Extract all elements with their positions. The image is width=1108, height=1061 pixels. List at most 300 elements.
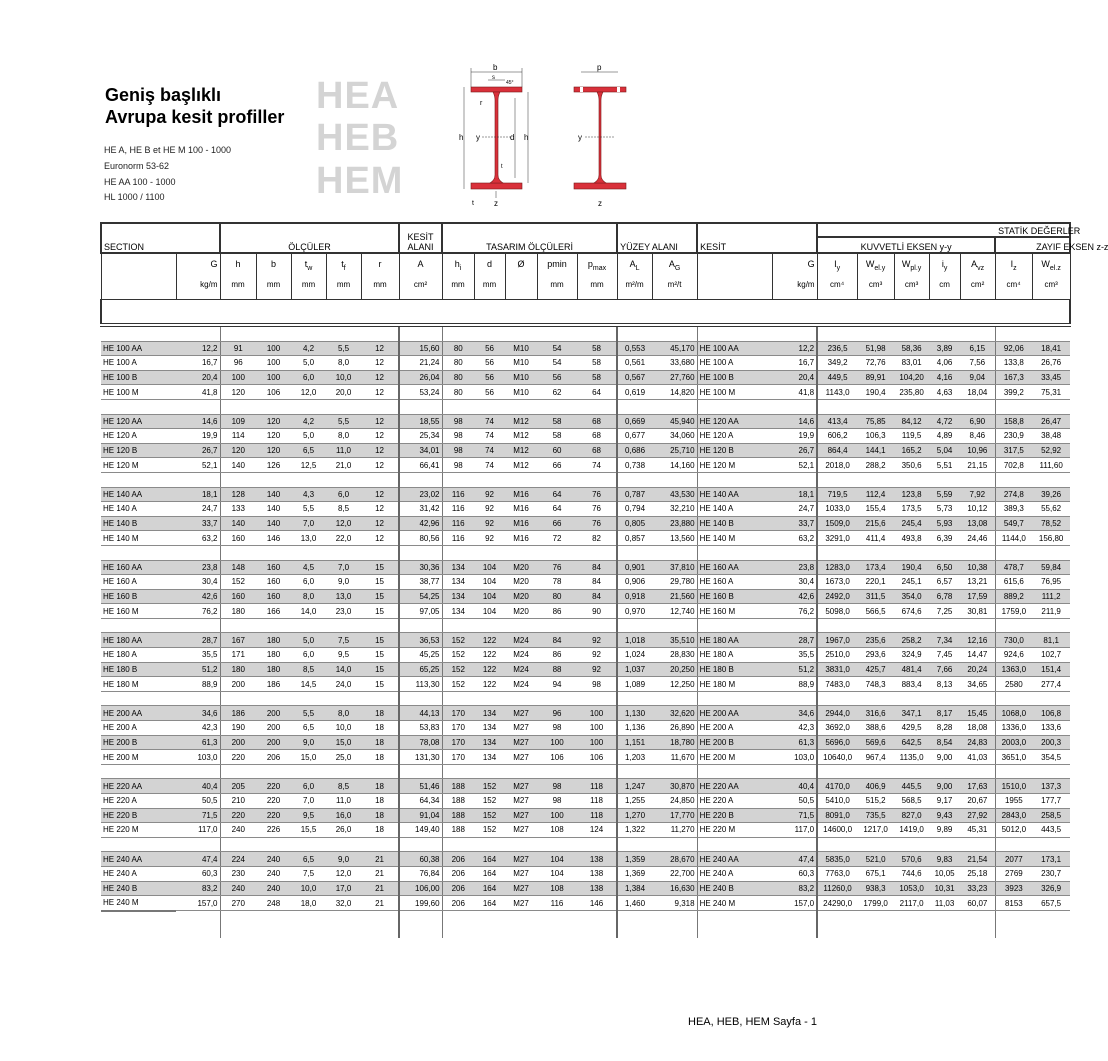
section-name-cell: HE 200 M <box>697 750 772 765</box>
value-cell: 240 <box>256 852 291 867</box>
section-name-cell: HE 100 AA <box>697 341 772 356</box>
value-cell: 152 <box>442 648 474 663</box>
value-cell: 719,5 <box>817 487 857 502</box>
value-cell: 34,060 <box>652 429 697 444</box>
col-unit: mm <box>373 279 387 289</box>
value-cell: 170 <box>442 750 474 765</box>
section-name-cell: HE 200 B <box>101 735 176 750</box>
value-cell: 21 <box>361 896 399 911</box>
value-cell: 60,3 <box>772 866 817 881</box>
value-cell: 10,05 <box>929 866 960 881</box>
value-cell: 4,5 <box>291 560 326 575</box>
value-cell: 114 <box>220 429 256 444</box>
section-name-cell: HE 220 AA <box>697 779 772 794</box>
value-cell: 104 <box>537 852 577 867</box>
value-cell: 8,54 <box>929 735 960 750</box>
value-cell: 399,2 <box>995 385 1032 400</box>
value-cell: 566,5 <box>857 604 894 619</box>
value-cell: 60,38 <box>399 852 442 867</box>
value-cell: 657,5 <box>1032 896 1070 911</box>
section-name-cell: HE 180 AA <box>101 633 176 648</box>
col-unit: cm⁴ <box>830 279 845 289</box>
section-name-cell: HE 240 A <box>101 866 176 881</box>
value-cell: 6,0 <box>291 370 326 385</box>
section-name-cell: HE 100 A <box>697 356 772 371</box>
value-cell: 28,7 <box>772 633 817 648</box>
value-cell: 170 <box>442 721 474 736</box>
value-cell: 56 <box>474 370 505 385</box>
value-cell: 66 <box>537 458 577 473</box>
value-cell: 9,5 <box>291 808 326 823</box>
value-cell: 478,7 <box>995 560 1032 575</box>
col-symbol-sub: y <box>836 264 841 272</box>
value-cell: 42,96 <box>399 516 442 531</box>
value-cell: M16 <box>505 502 537 517</box>
value-cell: 122 <box>474 633 505 648</box>
value-cell: 1,130 <box>617 706 652 721</box>
value-cell: 8,0 <box>326 429 361 444</box>
value-cell: 134 <box>442 604 474 619</box>
value-cell: 200 <box>256 721 291 736</box>
value-cell: 152 <box>442 662 474 677</box>
value-cell: 445,5 <box>894 779 929 794</box>
value-cell: 102,7 <box>1032 648 1070 663</box>
col-symbol-sub: L <box>635 264 640 272</box>
value-cell: 91,04 <box>399 808 442 823</box>
value-cell: 92 <box>577 633 617 648</box>
value-cell: 1419,0 <box>894 823 929 838</box>
value-cell: 14,160 <box>652 458 697 473</box>
value-cell: 2492,0 <box>817 589 857 604</box>
header-col-17 <box>817 253 857 300</box>
value-cell: M27 <box>505 750 537 765</box>
value-cell: 406,9 <box>857 779 894 794</box>
spacer-row <box>101 837 1070 852</box>
value-cell: 152 <box>220 575 256 590</box>
value-cell: 53,83 <box>399 721 442 736</box>
header-col-11 <box>537 253 577 300</box>
col-symbol: W <box>1041 259 1050 269</box>
value-cell: 58 <box>537 414 577 429</box>
subtitle-4: HL 1000 / 1100 <box>104 192 165 202</box>
value-cell: 1,037 <box>617 662 652 677</box>
spacer-row <box>101 472 1070 487</box>
value-cell: 6,5 <box>291 443 326 458</box>
value-cell: 24,83 <box>960 735 995 750</box>
value-cell: 18,1 <box>772 487 817 502</box>
section-name-cell: HE 240 AA <box>697 852 772 867</box>
value-cell: 108 <box>537 823 577 838</box>
value-cell: 78,08 <box>399 735 442 750</box>
value-cell: 80,56 <box>399 531 442 546</box>
title-line-1: Geniş başlıklı <box>105 85 222 105</box>
header-col-18 <box>857 253 894 300</box>
header-col-23 <box>1032 253 1070 300</box>
value-cell: 24,0 <box>326 677 361 692</box>
value-cell: 133,6 <box>1032 721 1070 736</box>
value-cell: 12 <box>361 341 399 356</box>
value-cell: 134 <box>442 575 474 590</box>
value-cell: 75,31 <box>1032 385 1070 400</box>
value-cell: M20 <box>505 589 537 604</box>
col-symbol: Ø <box>517 259 525 269</box>
value-cell: 21,54 <box>960 852 995 867</box>
value-cell: 186 <box>220 706 256 721</box>
value-cell: 84 <box>577 589 617 604</box>
value-cell: 1,384 <box>617 881 652 896</box>
col-symbol: A <box>668 259 675 269</box>
value-cell: 166 <box>256 604 291 619</box>
section-name-cell: HE 240 B <box>697 881 772 896</box>
table-row <box>101 458 1070 473</box>
value-cell: M16 <box>505 531 537 546</box>
value-cell: 80 <box>442 385 474 400</box>
value-cell: 82 <box>577 531 617 546</box>
value-cell: 80 <box>442 370 474 385</box>
value-cell: 4,2 <box>291 414 326 429</box>
value-cell: 140 <box>220 516 256 531</box>
value-cell: 350,6 <box>894 458 929 473</box>
value-cell: 34,6 <box>176 706 220 721</box>
dim-tw-label: t <box>501 164 503 170</box>
value-cell: 152 <box>442 677 474 692</box>
value-cell: 12,5 <box>291 458 326 473</box>
value-cell: 206 <box>442 896 474 911</box>
value-cell: 9,318 <box>652 896 697 911</box>
value-cell: 16,7 <box>176 356 220 371</box>
value-cell: 42,3 <box>176 721 220 736</box>
value-cell: 245,4 <box>894 516 929 531</box>
value-cell: 5,73 <box>929 502 960 517</box>
table-row <box>101 575 1070 590</box>
value-cell: 76,84 <box>399 866 442 881</box>
value-cell: 81,1 <box>1032 633 1070 648</box>
value-cell: 18,0 <box>291 896 326 911</box>
value-cell: 76,2 <box>176 604 220 619</box>
value-cell: 18,41 <box>1032 341 1070 356</box>
value-cell: 100 <box>577 721 617 736</box>
value-cell: 160 <box>220 589 256 604</box>
value-cell: 24,850 <box>652 794 697 809</box>
header-section: SECTION <box>101 223 220 253</box>
value-cell: 34,01 <box>399 443 442 458</box>
value-cell: 96 <box>220 356 256 371</box>
value-cell: 549,7 <box>995 516 1032 531</box>
value-cell: 30,4 <box>772 575 817 590</box>
header-col-10 <box>505 253 537 300</box>
dim-b-label: b <box>493 63 498 72</box>
value-cell: 56 <box>474 356 505 371</box>
value-cell: 388,6 <box>857 721 894 736</box>
value-cell: 1,203 <box>617 750 652 765</box>
value-cell: 9,5 <box>326 648 361 663</box>
header-olculer: ÖLÇÜLER <box>220 223 399 253</box>
header-kuvvetli: KUVVETLİ EKSEN y-y <box>817 237 995 253</box>
section-name-cell: HE 240 AA <box>101 852 176 867</box>
value-cell: 167,3 <box>995 370 1032 385</box>
section-name-cell: HE 140 M <box>697 531 772 546</box>
value-cell: 80 <box>537 589 577 604</box>
value-cell: 11,0 <box>326 794 361 809</box>
value-cell: 144,1 <box>857 443 894 458</box>
value-cell: 41,8 <box>772 385 817 400</box>
value-cell: 13,08 <box>960 516 995 531</box>
value-cell: 96 <box>537 706 577 721</box>
axis-z2-label: z <box>598 199 602 208</box>
value-cell: 157,0 <box>176 896 220 911</box>
value-cell: 84 <box>577 575 617 590</box>
value-cell: 13,0 <box>291 531 326 546</box>
value-cell: 39,26 <box>1032 487 1070 502</box>
value-cell: 160 <box>256 575 291 590</box>
value-cell: 200,3 <box>1032 735 1070 750</box>
value-cell: 104,20 <box>894 370 929 385</box>
col-symbol: A <box>629 259 636 269</box>
value-cell: 6,15 <box>960 341 995 356</box>
value-cell: 1135,0 <box>894 750 929 765</box>
col-symbol: W <box>865 259 875 269</box>
value-cell: 15 <box>361 575 399 590</box>
value-cell: 11,03 <box>929 896 960 911</box>
value-cell: 32,620 <box>652 706 697 721</box>
value-cell: 98 <box>577 677 617 692</box>
value-cell: 8,5 <box>326 502 361 517</box>
value-cell: 92 <box>577 662 617 677</box>
value-cell: 206 <box>256 750 291 765</box>
value-cell: 12 <box>361 385 399 400</box>
value-cell: 116 <box>442 516 474 531</box>
value-cell: 8,17 <box>929 706 960 721</box>
value-cell: M20 <box>505 575 537 590</box>
value-cell: 71,5 <box>176 808 220 823</box>
value-cell: 18 <box>361 721 399 736</box>
value-cell: 211,9 <box>1032 604 1070 619</box>
col-symbol: h <box>454 259 460 269</box>
value-cell: 2018,0 <box>817 458 857 473</box>
value-cell: 5,0 <box>291 633 326 648</box>
value-cell: 45,31 <box>960 823 995 838</box>
value-cell: 2510,0 <box>817 648 857 663</box>
value-cell: M27 <box>505 881 537 896</box>
value-cell: 25,34 <box>399 429 442 444</box>
value-cell: 74 <box>474 429 505 444</box>
section-name-cell: HE 220 A <box>697 794 772 809</box>
value-cell: 7483,0 <box>817 677 857 692</box>
value-cell: 33,7 <box>772 516 817 531</box>
value-cell: M27 <box>505 823 537 838</box>
value-cell: M16 <box>505 487 537 502</box>
value-cell: 14,5 <box>291 677 326 692</box>
value-cell: 1,460 <box>617 896 652 911</box>
value-cell: 7,25 <box>929 604 960 619</box>
col-symbol-sub: y <box>943 264 948 272</box>
value-cell: 30,870 <box>652 779 697 794</box>
section-name-cell: HE 200 A <box>101 721 176 736</box>
value-cell: 66,41 <box>399 458 442 473</box>
value-cell: 104 <box>537 866 577 881</box>
value-cell: 98 <box>537 721 577 736</box>
value-cell: 14,47 <box>960 648 995 663</box>
header-col-2 <box>220 253 256 300</box>
value-cell: 92 <box>474 502 505 517</box>
value-cell: 94 <box>537 677 577 692</box>
value-cell: 12,0 <box>326 866 361 881</box>
section-name-cell: HE 200 A <box>697 721 772 736</box>
value-cell: 83,2 <box>772 881 817 896</box>
header-col-22 <box>995 253 1032 300</box>
section-name-cell: HE 100 A <box>101 356 176 371</box>
value-cell: 74 <box>474 414 505 429</box>
section-name-cell: HE 220 A <box>101 794 176 809</box>
table-row <box>101 852 1070 867</box>
value-cell: 68 <box>577 414 617 429</box>
value-cell: 9,0 <box>291 735 326 750</box>
value-cell: 100 <box>577 735 617 750</box>
value-cell: 5,0 <box>291 356 326 371</box>
value-cell: 42,3 <box>772 721 817 736</box>
spacer-row <box>101 399 1070 414</box>
header-col-12 <box>577 253 617 300</box>
value-cell: 146 <box>256 531 291 546</box>
value-cell: 8,0 <box>326 356 361 371</box>
value-cell: 1,322 <box>617 823 652 838</box>
value-cell: 23,0 <box>326 604 361 619</box>
section-name-cell: HE 140 B <box>101 516 176 531</box>
value-cell: 6,39 <box>929 531 960 546</box>
value-cell: 41,03 <box>960 750 995 765</box>
value-cell: 83,01 <box>894 356 929 371</box>
value-cell: 21,560 <box>652 589 697 604</box>
value-cell: 140 <box>256 487 291 502</box>
header-tasarim: TASARIM ÖLÇÜLERİ <box>442 223 617 253</box>
value-cell: 1967,0 <box>817 633 857 648</box>
value-cell: 165,2 <box>894 443 929 458</box>
value-cell: 2944,0 <box>817 706 857 721</box>
value-cell: 89,91 <box>857 370 894 385</box>
value-cell: 18,55 <box>399 414 442 429</box>
value-cell: 615,6 <box>995 575 1032 590</box>
value-cell: 100 <box>537 808 577 823</box>
value-cell: 56 <box>474 385 505 400</box>
value-cell: 188 <box>442 779 474 794</box>
col-symbol: t <box>304 259 308 269</box>
value-cell: 160 <box>256 589 291 604</box>
value-cell: 98 <box>442 429 474 444</box>
page-title <box>105 84 284 128</box>
value-cell: 0,669 <box>617 414 652 429</box>
section-name-cell: HE 180 M <box>101 677 176 692</box>
value-cell: 9,0 <box>326 852 361 867</box>
value-cell: M27 <box>505 866 537 881</box>
table-row <box>101 896 1070 911</box>
value-cell: 170 <box>442 735 474 750</box>
value-cell: 220 <box>220 750 256 765</box>
table-row <box>101 414 1070 429</box>
value-cell: 8,5 <box>326 779 361 794</box>
table-row <box>101 750 1070 765</box>
value-cell: 30,4 <box>176 575 220 590</box>
value-cell: 152 <box>442 633 474 648</box>
value-cell: 10,96 <box>960 443 995 458</box>
value-cell: 22,0 <box>326 531 361 546</box>
value-cell: 7,0 <box>326 560 361 575</box>
value-cell: 24,7 <box>176 502 220 517</box>
value-cell: 15 <box>361 648 399 663</box>
value-cell: 17,59 <box>960 589 995 604</box>
value-cell: 25,710 <box>652 443 697 458</box>
value-cell: 7,5 <box>291 866 326 881</box>
section-name-cell: HE 160 B <box>101 589 176 604</box>
value-cell: 30,36 <box>399 560 442 575</box>
value-cell: 137,3 <box>1032 779 1070 794</box>
table-row <box>101 589 1070 604</box>
value-cell: 5835,0 <box>817 852 857 867</box>
value-cell: 14,6 <box>772 414 817 429</box>
header-yuzey: YÜZEY ALANI <box>617 223 697 253</box>
value-cell: 63,2 <box>772 531 817 546</box>
value-cell: 103,0 <box>176 750 220 765</box>
section-name-cell: HE 180 B <box>697 662 772 677</box>
value-cell: M10 <box>505 370 537 385</box>
value-cell: 45,170 <box>652 341 697 356</box>
table-row <box>101 560 1070 575</box>
profile-table-container <box>100 222 1108 922</box>
table-row <box>101 633 1070 648</box>
value-cell: 425,7 <box>857 662 894 677</box>
value-cell: 11,270 <box>652 823 697 838</box>
value-cell: 118 <box>577 794 617 809</box>
value-cell: 64 <box>537 487 577 502</box>
col-symbol: W <box>901 259 911 269</box>
value-cell: 15 <box>361 677 399 692</box>
value-cell: 6,5 <box>291 721 326 736</box>
section-name-cell: HE 160 M <box>101 604 176 619</box>
value-cell: M24 <box>505 677 537 692</box>
value-cell: 270 <box>220 896 256 911</box>
value-cell: 103,0 <box>772 750 817 765</box>
header-col-4 <box>291 253 326 300</box>
value-cell: 190,4 <box>857 385 894 400</box>
section-name-cell: HE 180 AA <box>697 633 772 648</box>
section-name-cell: HE 120 AA <box>101 414 176 429</box>
value-cell: 86 <box>537 604 577 619</box>
value-cell: 13,0 <box>326 589 361 604</box>
value-cell: M27 <box>505 794 537 809</box>
section-name-cell: HE 120 M <box>101 458 176 473</box>
value-cell: 230,7 <box>1032 866 1070 881</box>
value-cell: 606,2 <box>817 429 857 444</box>
value-cell: 92 <box>474 487 505 502</box>
value-cell: 15,45 <box>960 706 995 721</box>
value-cell: 10,38 <box>960 560 995 575</box>
value-cell: 133,8 <box>995 356 1032 371</box>
section-name-cell: HE 240 B <box>101 881 176 896</box>
value-cell: 1,136 <box>617 721 652 736</box>
value-cell: 3831,0 <box>817 662 857 677</box>
value-cell: 55,62 <box>1032 502 1070 517</box>
value-cell: 5098,0 <box>817 604 857 619</box>
value-cell: 21,0 <box>326 458 361 473</box>
value-cell: 6,50 <box>929 560 960 575</box>
table-row <box>101 356 1070 371</box>
value-cell: 8,46 <box>960 429 995 444</box>
value-cell: 7,0 <box>291 516 326 531</box>
value-cell: 138 <box>577 866 617 881</box>
value-cell: 735,5 <box>857 808 894 823</box>
value-cell: 29,780 <box>652 575 697 590</box>
value-cell: 493,8 <box>894 531 929 546</box>
section-name-cell: HE 160 AA <box>101 560 176 575</box>
